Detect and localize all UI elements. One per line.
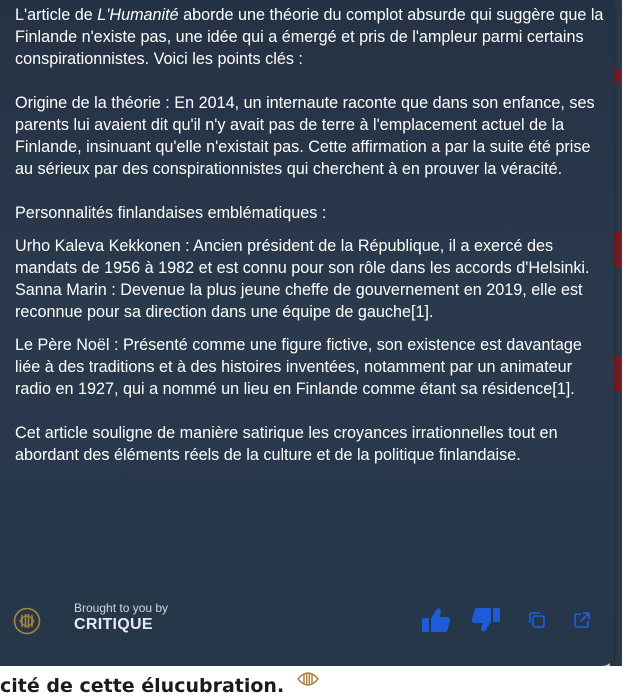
intro-text-end: aborde une théorie du complot absurde qui suggère que la Finlande n'existe pas, une idée qui a émergé et pris de l'ampleur parmi certains conspirationnistes. Voici les points clés :	[15, 6, 604, 68]
source-name: L'Humanité	[97, 6, 179, 24]
thumbs-down-icon	[471, 606, 501, 634]
background-page-text: cité de cette élucubration.	[0, 675, 285, 697]
santa-paragraph: Le Père Noël : Présenté comme une figure fictive, son existence est davantage liée à des traditions et à des histoires inventées, notamment par un animateur radio en 1927, qui a nommé un lieu en Finlande comme étant sa résidence[1].	[15, 336, 582, 398]
conclusion-paragraph: Cet article souligne de manière satirique les croyances irrationnelles tout en abordant des éléments réels de la culture et de la politique finlandaise.	[15, 424, 558, 464]
thumbs-up-button[interactable]	[419, 605, 453, 635]
summary-text	[15, 4, 607, 466]
intro-text-start: L'article de	[15, 6, 98, 24]
copy-icon	[527, 610, 547, 630]
open-external-button[interactable]	[569, 605, 595, 635]
open-external-icon	[572, 610, 592, 630]
thumbs-up-icon	[421, 606, 451, 634]
critique-logo-icon	[13, 607, 41, 635]
origin-paragraph: Origine de la théorie : En 2014, un internaute raconte que dans son enfance, ses parents lui avaient dit qu'il n'y avait pas de terre à l'emplacement actuel de la Finlande, insinuant qu'elle n'existait pas. Cette affirmation a par la suite été prise au sérieux par des conspirationnistes qui cherchent à en prouver la véracité.	[15, 94, 595, 178]
brand-name[interactable]: CRITIQUE	[74, 616, 153, 633]
personalities-heading: Personnalités finlandaises emblématiques :	[15, 204, 327, 222]
intro-paragraph	[15, 4, 607, 70]
popup-footer	[0, 596, 614, 646]
brought-by-label: Brought to you by	[74, 601, 169, 615]
thumbs-down-button[interactable]	[469, 605, 503, 635]
copy-button[interactable]	[524, 605, 550, 635]
marin-paragraph: Sanna Marin : Devenue la plus jeune cheffe de gouvernement en 2019, elle est reconnue pour sa direction dans une équipe de gauche[1].	[15, 281, 583, 321]
critique-logo-icon	[294, 667, 322, 691]
kekkonen-paragraph: Urho Kaleva Kekkonen : Ancien président de la République, il a exercé des mandats de 1956 à 1982 et est connu pour son rôle dans les accords d'Helsinki.	[15, 237, 590, 277]
